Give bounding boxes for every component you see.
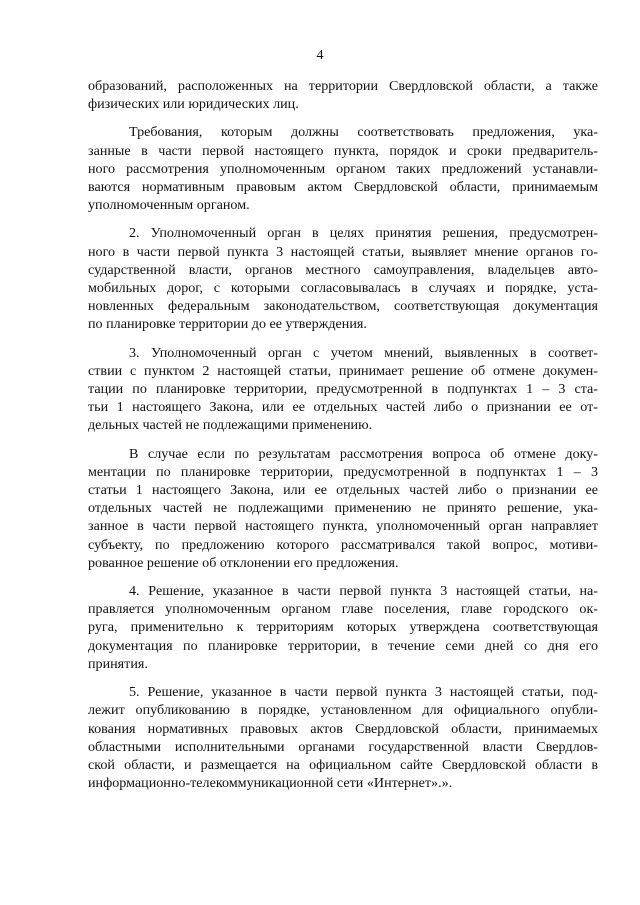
text-line: рованное решение об отклонении его предложения.	[88, 554, 399, 571]
text-line: ской области, и размещается на официальном сайте Свердловской области в	[88, 756, 598, 773]
text-line: областными исполнительными органами государственной власти Свердлов-	[88, 738, 598, 755]
text-line: ментации по планировке территории, предусмотренной в подпунктах 1 – 3	[88, 463, 598, 480]
text-line: новленных федеральным законодательством, соответствующая документация	[88, 298, 598, 315]
text-line: 4. Решение, указанное в части первой пункта 3 настоящей статьи, на-	[129, 583, 598, 600]
text-line: образований, расположенных на территории Свердловской области, а также	[88, 78, 598, 94]
paragraph	[88, 582, 598, 673]
page-number: 4	[316, 48, 324, 63]
text-line: занные в части первой настоящего пункта, порядок и сроки предваритель-	[88, 142, 598, 159]
paragraph	[88, 123, 598, 214]
text-line: по планировке территории до ее утверждения.	[88, 316, 367, 333]
document-body	[88, 77, 598, 802]
text-line: кования нормативных правовых актов Свердловской области, принимаемых	[88, 720, 598, 737]
text-line: 5. Решение, указанное в части первой пункта 3 настоящей статьи, под-	[129, 684, 598, 701]
text-line: отдельных частей не подлежащими применению не принято решение, ука-	[88, 500, 598, 517]
text-line: ствии с пунктом 2 настоящей статьи, принимает решение об отмене докумен-	[88, 362, 598, 379]
paragraph	[88, 344, 598, 435]
paragraph	[88, 224, 598, 333]
text-line: правляется уполномоченным органом главе поселения, главе городского ок-	[88, 601, 598, 618]
paragraph	[88, 683, 598, 792]
text-line: 3. Уполномоченный орган с учетом мнений, выявленных в соответ-	[129, 344, 598, 361]
text-line: ного в части первой пункта 3 настоящей статьи, выявляет мнение органов го-	[88, 243, 598, 260]
text-line: субъекту, по предложению которого рассматривался такой вопрос, мотиви-	[88, 536, 598, 553]
text-line: ваются нормативным правовым актом Свердловской области, принимаемым	[88, 179, 598, 196]
text-line: 2. Уполномоченный орган в целях принятия решения, предусмотрен-	[129, 225, 598, 242]
text-line: ного рассмотрения уполномоченным органом таких предложений устанавли-	[88, 160, 598, 177]
text-line: мобильных дорог, с которыми согласовывалась в случаях и порядке, уста-	[88, 280, 598, 297]
text-line: тьи 1 настоящего Закона, или ее отдельных частей либо о признании ее от-	[88, 399, 598, 416]
text-line: руга, применительно к территориям которых утверждена соответствующая	[88, 619, 598, 636]
text-line: занное в части первой настоящего пункта, уполномоченный орган направляет	[88, 518, 598, 535]
text-line: уполномоченным органом.	[88, 197, 250, 214]
text-line: В случае если по результатам рассмотрения вопроса об отмене доку-	[129, 445, 598, 462]
text-line: информационно-телекоммуникационной сети «Интернет».».	[88, 775, 453, 792]
text-line: статьи 1 настоящего Закона, или ее отдельных частей либо о признании ее	[88, 482, 598, 499]
paragraph	[88, 445, 598, 572]
text-line: сударственной власти, органов местного самоуправления, владельцев авто-	[88, 261, 598, 278]
text-line: принятия.	[88, 655, 148, 672]
text-line: лежит опубликованию в порядке, установленном для официального опубли-	[88, 702, 598, 719]
text-line: Требования, которым должны соответствовать предложения, ука-	[129, 124, 598, 141]
text-line: физических или юридических лиц.	[88, 96, 299, 113]
text-line: тации по планировке территории, предусмотренной в подпунктах 1 – 3 ста-	[88, 381, 598, 398]
paragraph	[88, 77, 598, 113]
text-line: дельных частей не подлежащими применению.	[88, 417, 373, 434]
text-line: документация по планировке территории, в течение семи дней со дня его	[88, 637, 598, 654]
